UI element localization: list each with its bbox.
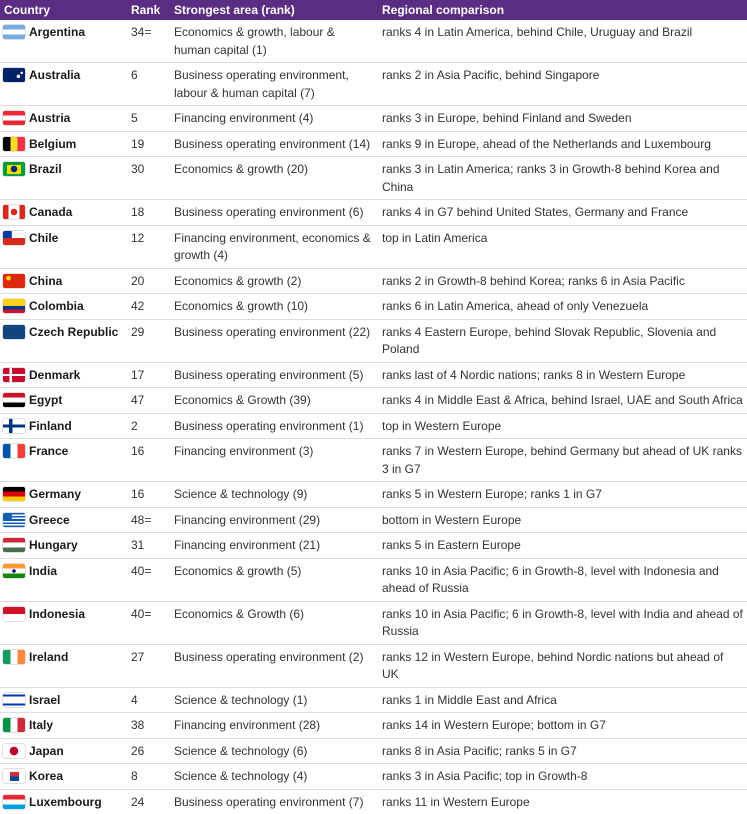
country-cell — [0, 106, 127, 132]
country-name: Colombia — [29, 299, 84, 313]
country-name: Israel — [29, 692, 61, 707]
table-row — [0, 157, 747, 200]
table-row — [0, 20, 747, 63]
country-cell — [0, 20, 127, 63]
country-cell — [0, 482, 127, 508]
rank-cell: 2 — [131, 418, 138, 433]
country-cell — [0, 558, 127, 601]
table-row — [0, 558, 747, 601]
strongest-area-cell: Science & technology (4) — [174, 769, 308, 783]
table-row — [0, 533, 747, 559]
denmark-flag-icon — [3, 368, 25, 382]
table-row — [0, 362, 747, 388]
country-cell — [0, 157, 127, 200]
country-name: Argentina — [29, 25, 86, 39]
israel-flag-icon — [3, 693, 25, 707]
column-header-regional-comparison: Regional comparison — [382, 3, 505, 17]
germany-flag-icon — [3, 487, 25, 501]
country-name: Greece — [29, 512, 70, 527]
table-row — [0, 63, 747, 106]
regional-comparison-cell: ranks last of 4 Nordic nations; ranks 8 in Western Europe — [382, 367, 686, 382]
country-cell — [0, 294, 127, 320]
country-cell — [0, 601, 127, 644]
country-name: Luxembourg — [29, 794, 102, 809]
colombia-flag-icon — [3, 299, 25, 313]
ireland-flag-icon — [3, 650, 25, 664]
country-name: Australia — [29, 68, 81, 82]
table-header — [0, 0, 747, 20]
china-flag-icon — [3, 274, 25, 288]
regional-comparison-cell: top in Latin America — [382, 230, 488, 245]
country-name: India — [29, 563, 58, 578]
rank-cell: 34= — [131, 25, 152, 39]
table-row — [0, 482, 747, 508]
regional-comparison-cell: ranks 4 in Latin America, behind Chile, Uruguay and Brazil — [382, 25, 693, 39]
column-header-rank: Rank — [131, 3, 161, 17]
rank-cell: 8 — [131, 769, 138, 783]
regional-comparison-cell: ranks 11 in Western Europe — [382, 794, 530, 809]
column-header-strongest-area: Strongest area (rank) — [174, 3, 295, 17]
table-row — [0, 319, 747, 362]
table-row — [0, 388, 747, 414]
canada-flag-icon — [3, 205, 25, 219]
country-cell — [0, 789, 127, 814]
rank-cell: 19 — [131, 136, 145, 151]
table-row — [0, 439, 747, 482]
hungary-flag-icon — [3, 538, 25, 552]
rank-cell: 24 — [131, 794, 145, 809]
strongest-area-cell: Economics & growth, labour & human capital (1) — [174, 25, 335, 57]
table-body — [0, 20, 747, 814]
rank-cell: 29 — [131, 324, 145, 339]
column-header-country: Country — [4, 3, 50, 17]
rank-cell: 31 — [131, 538, 145, 552]
country-name: Austria — [29, 111, 71, 125]
country-cell — [0, 200, 127, 226]
rank-cell: 16 — [131, 444, 145, 458]
table-row — [0, 106, 747, 132]
greece-flag-icon — [3, 513, 25, 527]
indonesia-flag-icon — [3, 607, 25, 621]
strongest-area-cell: Business operating environment (7) — [174, 794, 364, 809]
country-cell — [0, 131, 127, 157]
regional-comparison-cell: ranks 1 in Middle East and Africa — [382, 692, 557, 707]
strongest-area-cell: Economics & growth (10) — [174, 299, 309, 313]
country-name: Korea — [29, 769, 64, 783]
table-row — [0, 268, 747, 294]
rank-cell: 4 — [131, 692, 138, 707]
country-cell — [0, 644, 127, 687]
country-cell — [0, 63, 127, 106]
rank-cell: 40= — [131, 563, 152, 578]
strongest-area-cell: Business operating environment (14) — [174, 136, 371, 151]
strongest-area-cell: Business operating environment, labour & human capital (7) — [174, 68, 349, 100]
rank-cell: 40= — [131, 606, 152, 621]
table-row — [0, 294, 747, 320]
table-row — [0, 764, 747, 790]
rank-cell: 38 — [131, 718, 145, 732]
country-name: Egypt — [29, 393, 63, 407]
table-row — [0, 601, 747, 644]
regional-comparison-cell: ranks 10 in Asia Pacific; 6 in Growth-8, level with Indonesia and ahead of Russia — [382, 563, 719, 595]
table-row — [0, 413, 747, 439]
country-name: Italy — [29, 718, 54, 732]
chile-flag-icon — [3, 231, 25, 245]
italy-flag-icon — [3, 718, 25, 732]
strongest-area-cell: Economics & Growth (39) — [174, 393, 311, 407]
strongest-area-cell: Science & technology (1) — [174, 692, 308, 707]
regional-comparison-cell: ranks 10 in Asia Pacific; 6 in Growth-8, level with India and ahead of Russia — [382, 606, 743, 638]
strongest-area-cell: Business operating environment (5) — [174, 367, 364, 382]
rank-cell: 16 — [131, 487, 145, 501]
strongest-area-cell: Economics & growth (5) — [174, 563, 302, 578]
regional-comparison-cell: ranks 9 in Europe, ahead of the Netherlands and Luxembourg — [382, 136, 711, 151]
country-cell — [0, 268, 127, 294]
country-cell — [0, 439, 127, 482]
regional-comparison-cell: ranks 3 in Asia Pacific; top in Growth-8 — [382, 769, 588, 783]
korea-flag-icon — [3, 769, 25, 783]
rank-cell: 30 — [131, 162, 145, 176]
strongest-area-cell: Financing environment (21) — [174, 538, 321, 552]
rank-cell: 5 — [131, 111, 138, 125]
regional-comparison-cell: ranks 5 in Western Europe; ranks 1 in G7 — [382, 487, 602, 501]
country-name: Finland — [29, 418, 72, 433]
india-flag-icon — [3, 564, 25, 578]
strongest-area-cell: Business operating environment (2) — [174, 649, 364, 664]
regional-comparison-cell: ranks 12 in Western Europe, behind Nordic nations but ahead of UK — [382, 649, 724, 681]
country-cell — [0, 738, 127, 764]
regional-comparison-cell: ranks 5 in Eastern Europe — [382, 538, 521, 552]
country-cell — [0, 533, 127, 559]
belgium-flag-icon — [3, 137, 25, 151]
strongest-area-cell: Economics & Growth (6) — [174, 606, 305, 621]
table-row — [0, 131, 747, 157]
country-cell — [0, 388, 127, 414]
country-name: Brazil — [29, 162, 62, 176]
regional-comparison-cell: ranks 7 in Western Europe, behind Germany but ahead of UK ranks 3 in G7 — [382, 444, 742, 476]
country-name: Japan — [29, 743, 64, 758]
strongest-area-cell: Business operating environment (22) — [174, 324, 371, 339]
country-name: Hungary — [29, 538, 78, 552]
regional-comparison-cell: ranks 4 in G7 behind United States, Germany and France — [382, 205, 689, 219]
rank-cell: 48= — [131, 512, 152, 527]
country-cell — [0, 713, 127, 739]
country-cell — [0, 687, 127, 713]
strongest-area-cell: Financing environment, economics & growth (4) — [174, 230, 371, 262]
brazil-flag-icon — [3, 162, 25, 176]
country-cell — [0, 413, 127, 439]
country-cell — [0, 764, 127, 790]
regional-comparison-cell: ranks 3 in Europe, behind Finland and Sweden — [382, 111, 632, 125]
rank-cell: 47 — [131, 393, 145, 407]
rank-cell: 26 — [131, 743, 145, 758]
rank-cell: 6 — [131, 68, 138, 82]
country-name: France — [29, 444, 69, 458]
finland-flag-icon — [3, 419, 25, 433]
rank-cell: 12 — [131, 230, 145, 245]
france-flag-icon — [3, 444, 25, 458]
strongest-area-cell: Financing environment (4) — [174, 111, 314, 125]
strongest-area-cell: Business operating environment (6) — [174, 205, 364, 219]
czech-flag-icon — [3, 325, 25, 339]
table-row — [0, 687, 747, 713]
country-name: Germany — [29, 487, 82, 501]
argentina-flag-icon — [3, 25, 25, 39]
country-name: Czech Republic — [29, 324, 119, 339]
regional-comparison-cell: ranks 4 Eastern Europe, behind Slovak Republic, Slovenia and Poland — [382, 324, 717, 356]
country-name: Canada — [29, 205, 73, 219]
austria-flag-icon — [3, 111, 25, 125]
rank-cell: 20 — [131, 273, 145, 288]
australia-flag-icon — [3, 68, 25, 82]
country-cell — [0, 319, 127, 362]
table-row — [0, 789, 747, 814]
table-row — [0, 738, 747, 764]
regional-comparison-cell: ranks 6 in Latin America, ahead of only Venezuela — [382, 299, 649, 313]
strongest-area-cell: Business operating environment (1) — [174, 418, 364, 433]
regional-comparison-cell: ranks 3 in Latin America; ranks 3 in Growth-8 behind Korea and China — [382, 162, 720, 194]
rank-cell: 42 — [131, 299, 145, 313]
country-cell — [0, 362, 127, 388]
country-name: Belgium — [29, 136, 77, 151]
regional-comparison-cell: ranks 2 in Growth-8 behind Korea; ranks 6 in Asia Pacific — [382, 273, 685, 288]
regional-comparison-cell: bottom in Western Europe — [382, 512, 522, 527]
country-name: Indonesia — [29, 606, 86, 621]
luxembourg-flag-icon — [3, 795, 25, 809]
table-row — [0, 507, 747, 533]
table-row — [0, 644, 747, 687]
strongest-area-cell: Science & technology (9) — [174, 487, 308, 501]
rank-cell: 17 — [131, 367, 145, 382]
strongest-area-cell: Science & technology (6) — [174, 743, 308, 758]
country-cell — [0, 507, 127, 533]
table-row — [0, 225, 747, 268]
regional-comparison-cell: ranks 8 in Asia Pacific; ranks 5 in G7 — [382, 743, 577, 758]
strongest-area-cell: Financing environment (29) — [174, 512, 321, 527]
country-name: Chile — [29, 230, 59, 245]
regional-comparison-cell: ranks 14 in Western Europe; bottom in G7 — [382, 718, 606, 732]
regional-comparison-cell: ranks 2 in Asia Pacific, behind Singapore — [382, 68, 600, 82]
regional-comparison-cell: ranks 4 in Middle East & Africa, behind Israel, UAE and South Africa — [382, 393, 743, 407]
rank-cell: 27 — [131, 649, 145, 664]
country-cell — [0, 225, 127, 268]
japan-flag-icon — [3, 744, 25, 758]
rank-cell: 18 — [131, 205, 145, 219]
table-row — [0, 200, 747, 226]
strongest-area-cell: Economics & growth (20) — [174, 162, 309, 176]
country-name: China — [29, 273, 63, 288]
country-name: Ireland — [29, 649, 69, 664]
strongest-area-cell: Financing environment (3) — [174, 444, 314, 458]
egypt-flag-icon — [3, 393, 25, 407]
strongest-area-cell: Financing environment (28) — [174, 718, 321, 732]
table-row — [0, 713, 747, 739]
regional-comparison-cell: top in Western Europe — [382, 418, 502, 433]
country-name: Denmark — [29, 367, 81, 382]
strongest-area-cell: Economics & growth (2) — [174, 273, 302, 288]
